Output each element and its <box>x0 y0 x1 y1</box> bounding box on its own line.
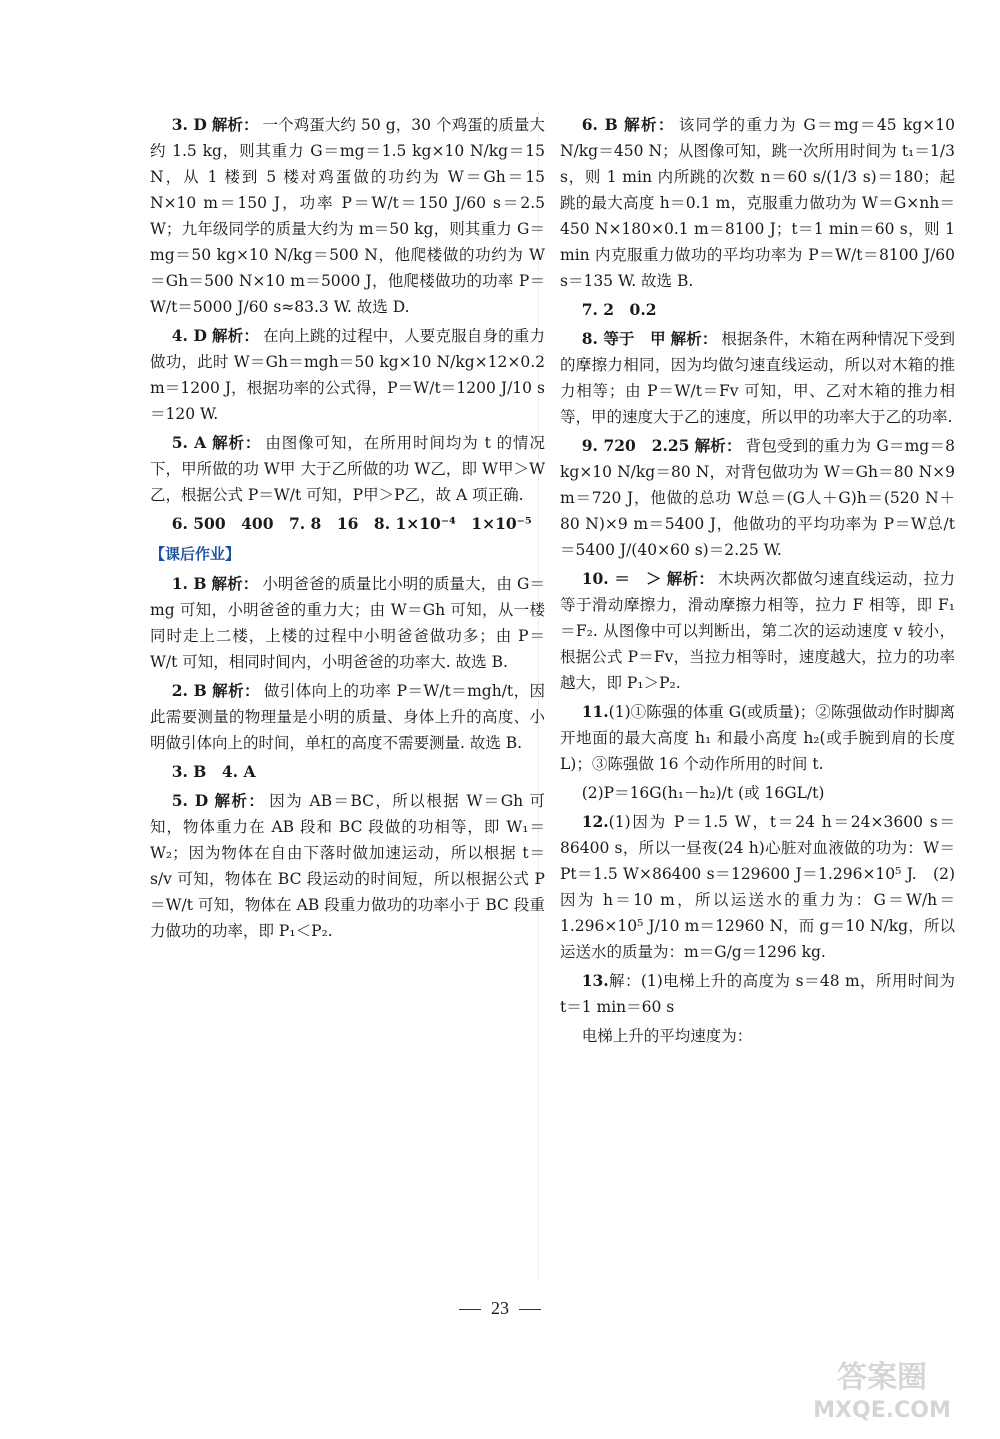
homework-8-text: 根据条件，木箱在两种情况下受到的摩擦力相同，因为均做匀速直线运动，所以对木箱的推力相等；由 P＝W/t＝Fv 可知，甲、乙对木箱的推力相等，甲的速度大于乙的速度，所以甲的功率大于乙的功率. <box>560 330 955 426</box>
homework-9-keyword: 解析： <box>694 436 742 455</box>
homework-10-number: 10. ＝ ＞ <box>581 569 662 588</box>
answer-4-number: 4. D <box>171 326 207 345</box>
homework-5-text: 因为 AB＝BC，所以根据 W＝Gh 可知，物体重力在 AB 段和 BC 段做的功相等，即 W₁＝W₂；因为物体在自由下落时做加速运动，所以根据 t＝s/v 可知，物体在 BC 段运动的时间短，所以根据公式 P＝W/t 可知，物体在 AB 段重力做功的功率小于 BC 段重力做功的功率，即 P₁＜P₂. <box>150 792 545 940</box>
homework-2 <box>150 678 545 756</box>
page-number <box>0 1298 1000 1319</box>
homework-13-number: 13. <box>581 971 609 990</box>
answer-4-keyword: 解析： <box>212 326 260 345</box>
homework-5 <box>150 788 545 944</box>
homework-13-text: 解：(1)电梯上升的高度为 s＝48 m，所用时间为 t＝1 min＝60 s <box>560 972 955 1016</box>
homework-9-text: 背包受到的重力为 G＝mg＝8 kg×10 N/kg＝80 N，对背包做功为 W＝Gh＝80 N×9 m＝720 J，他做的总功 W总＝(G人＋G)h＝(520 N＋80 N)×9 m＝5400 J，他做功的平均功率为 P＝W总/t＝5400 J/(40×60 s)＝2.25 W. <box>560 437 955 559</box>
homework-8 <box>560 326 955 430</box>
homework-11-text: (1)①陈强的体重 G(或质量)；②陈强做动作时脚离开地面的最大高度 h₁ 和最小高度 h₂(或手腕到肩的长度 L)；③陈强做 16 个动作所用的时间 t. <box>560 703 955 773</box>
page-number-dash-left <box>459 1309 481 1310</box>
homework-10 <box>560 566 955 696</box>
right-column <box>560 112 955 1052</box>
homework-11 <box>560 699 955 777</box>
homework-6-number: 6. B <box>581 115 618 134</box>
homework-1-keyword: 解析： <box>211 574 259 593</box>
homework-10-keyword: 解析： <box>666 569 715 588</box>
homework-6 <box>560 112 955 294</box>
homework-6-text: 该同学的重力为 G＝mg＝45 kg×10 N/kg＝450 N；从图像可知，跳一次所用时间为 t₁＝1/3 s，则 1 min 内所跳的次数 n＝60 s/(1/3 s)＝180；起跳的最大高度 h＝0.1 m，克服重力做功为 W＝G×nh＝450 N×180×0.1 m＝8100 J；t＝1 min＝60 s，则 1 min 内克服重力做功的平均功率为 P＝W/t＝8100 J/60 s＝135 W. 故选 B. <box>560 116 955 290</box>
homework-8-number: 8. 等于 甲 <box>581 329 666 348</box>
homework-1-text: 小明爸爸的质量比小明的质量大，由 G＝mg 可知，小明爸爸的重力大；由 W＝Gh 可知，从一楼同时走上二楼，上楼的过程中小明爸爸做功多；由 P＝W/t 可知，相同时间内，小明爸爸的功率大. 故选 B. <box>150 575 545 671</box>
answer-3 <box>150 112 545 320</box>
answer-5-text: 由图像可知，在所用时间均为 t 的情况下，甲所做的功 W甲 大于乙所做的功 W乙，即 W甲＞W乙，根据公式 P＝W/t 可知，P甲＞P乙，故 A 项正确. <box>150 434 545 504</box>
homework-13-speed <box>560 1023 955 1049</box>
watermark-line1: 答案圈 <box>837 1360 927 1395</box>
homework-5-keyword: 解析： <box>214 791 266 810</box>
homework-13-speed-text: 电梯上升的平均速度为： <box>581 1027 753 1045</box>
homework-10-text: 木块两次都做匀速直线运动，拉力等于滑动摩擦力，滑动摩擦力相等，拉力 F 相等，即 F₁＝F₂. 从图像中可以判断出，第二次的运动速度 v 较小，根据公式 P＝Fv，当拉力相等时，速度越大，拉力的功率越大，即 P₁＞P₂. <box>560 570 955 692</box>
page-number-value: 23 <box>491 1298 509 1318</box>
homework-11-part2-text: (2)P＝16G(h₁－h₂)/t (或 16GL/t) <box>581 784 825 802</box>
homework-13 <box>560 968 955 1020</box>
answer-4 <box>150 323 545 427</box>
answer-5 <box>150 430 545 508</box>
homework-2-number: 2. B <box>171 681 207 700</box>
homework-8-keyword: 解析： <box>670 329 718 348</box>
homework-2-keyword: 解析： <box>212 681 260 700</box>
homework-11-part2 <box>560 780 955 806</box>
homework-9-number: 9. 720 2.25 <box>581 436 690 455</box>
homework-12-text: (1)因为 P＝1.5 W，t＝24 h＝24×3600 s＝86400 s，所以一昼夜(24 h)心脏对血液做的功为：W＝Pt＝1.5 W×86400 s＝129600 J＝1.296×10⁵ J. (2)因为 h＝10 m，所以运送水的重力为：G＝W/h＝1.296×10⁵ J/10 m＝12960 N，而 g＝10 N/kg，所以运送水的质量为：m＝G/g＝1296 kg. <box>560 813 955 961</box>
homework-9 <box>560 433 955 563</box>
answer-4-text: 在向上跳的过程中，人要克服自身的重力做功，此时 W＝Gh＝mgh＝50 kg×10 N/kg×12×0.2 m＝1200 J，根据功率的公式得，P＝W/t＝1200 J/10 s＝120 W. <box>150 327 545 423</box>
homework-12-number: 12. <box>581 812 609 831</box>
page-number-dash-right <box>519 1309 541 1310</box>
answer-3-text: 一个鸡蛋大约 50 g，30 个鸡蛋的质量大约 1.5 kg，则其重力 G＝mg＝1.5 kg×10 N/kg＝15 N，从 1 楼到 5 楼对鸡蛋做的功约为 W＝Gh＝15 N×10 m＝150 J，功率 P＝W/t＝150 J/60 s＝2.5 W；九年级同学的质量大约为 m＝50 kg，则其重力 G＝mg＝50 kg×10 N/kg＝500 N，他爬楼做的功约为 W＝Gh＝500 N×10 m＝5000 J，他爬楼做功的功率 P＝W/t＝5000 J/60 s≈83.3 W. 故选 D. <box>150 116 545 316</box>
answer-3-number: 3. D <box>171 115 207 134</box>
homework-3-4 <box>150 759 545 785</box>
answers-6-8-text: 6. 500 400 7. 8 16 8. 1×10⁻⁴ 1×10⁻⁵ <box>171 514 532 533</box>
homework-7-text: 7. 2 0.2 <box>581 300 657 319</box>
homework-1 <box>150 571 545 675</box>
homework-1-number: 1. B <box>171 574 207 593</box>
homework-5-number: 5. D <box>171 791 209 810</box>
answer-5-keyword: 解析： <box>212 433 262 452</box>
answers-6-8 <box>150 511 545 537</box>
homework-6-keyword: 解析： <box>624 115 675 134</box>
homework-11-number: 11. <box>581 702 609 721</box>
homework-12 <box>560 809 955 965</box>
watermark-line2: MXQE.COM <box>813 1398 951 1423</box>
watermark-logo <box>782 1355 982 1425</box>
answer-5-number: 5. A <box>171 433 207 452</box>
homework-7 <box>560 297 955 323</box>
homework-2-text: 做引体向上的功率 P＝W/t＝mgh/t，因此需要测量的物理量是小明的质量、身体上升的高度、小明做引体向上的时间，单杠的高度不需要测量. 故选 B. <box>150 682 545 752</box>
left-column <box>150 112 545 947</box>
answer-3-keyword: 解析： <box>211 115 259 134</box>
homework-3-4-text: 3. B 4. A <box>171 762 256 781</box>
section-heading-homework: 【课后作业】 <box>150 545 241 563</box>
